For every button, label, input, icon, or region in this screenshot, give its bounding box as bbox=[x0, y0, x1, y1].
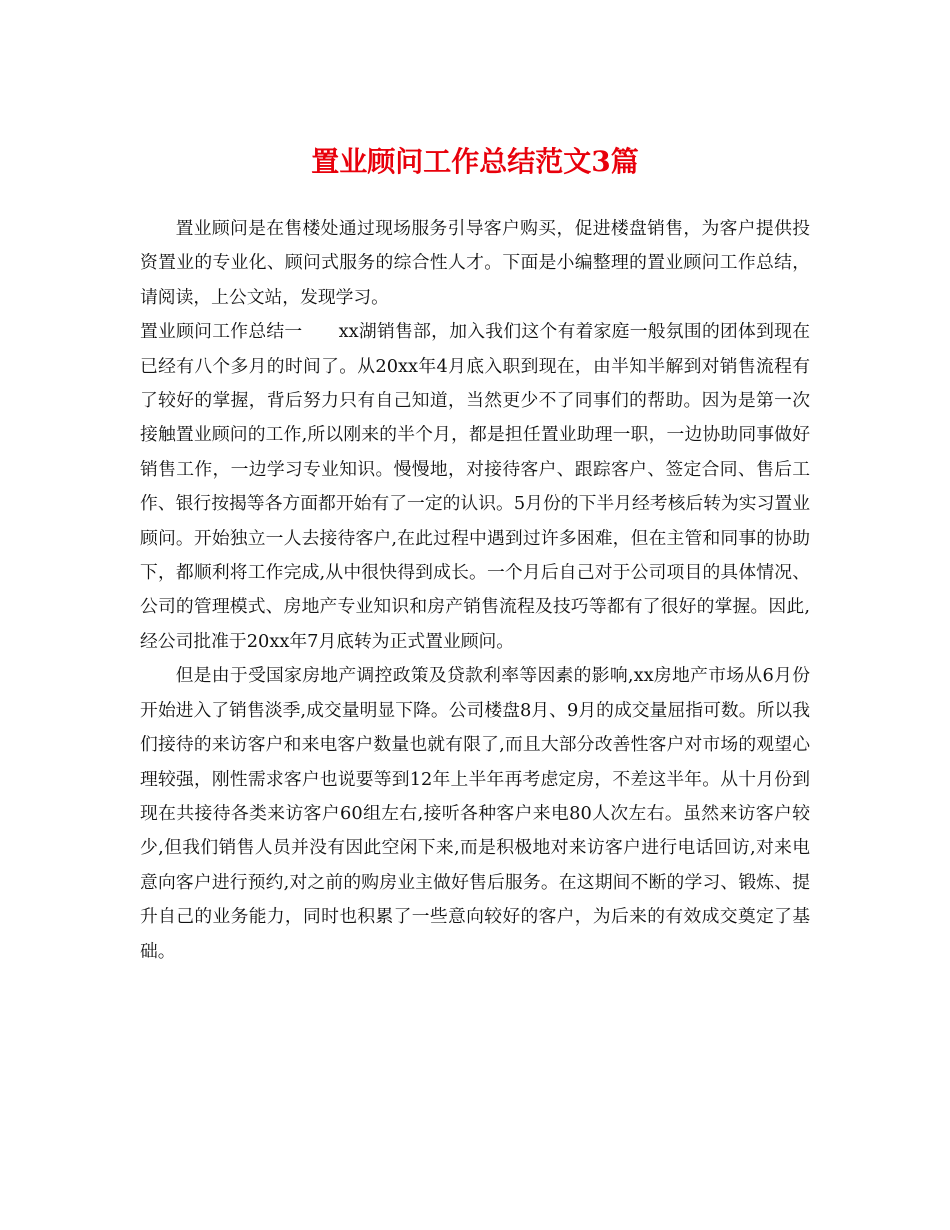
intro-paragraph: 置业顾问是在售楼处通过现场服务引导客户购买，促进楼盘销售，为客户提供投资置业的专业化、顾问式服务的综合性人才。下面是小编整理的置业顾问工作总结，请阅读，上公文站，发现学习。 bbox=[140, 218, 810, 308]
document-body bbox=[140, 212, 810, 969]
document-title: 置业顾问工作总结范文3篇 bbox=[311, 145, 639, 178]
market-paragraph: 但是由于受国家房地产调控政策及贷款利率等因素的影响,xx房地产市场从6月份开始进入了销售淡季,成交量明显下降。公司楼盘8月、9月的成交量屈指可数。所以我们接待的来访客户和来电客户数量也就有限了,而且大部分改善性客户对市场的观望心理较强，刚性需求客户也说要等到12年上半年再考虑定房，不差这半年。从十月份到现在共接待各类来访客户60组左右,接听各种客户来电80人次左右。虽然来访客户较少,但我们销售人员并没有因此空闲下来,而是积极地对来访客户进行电话回访,对来电意向客户进行预约,对之前的购房业主做好售后服务。在这期间不断的学习、锻炼、提升自己的业务能力，同时也积累了一些意向较好的客户，为后来的有效成交奠定了基础。 bbox=[140, 665, 810, 962]
summary-one-paragraph: 置业顾问工作总结一 xx湖销售部，加入我们这个有着家庭一般氛围的团体到现在已经有八个多月的时间了。从20xx年4月底入职到现在，由半知半解到对销售流程有了较好的掌握，背后努力只有自己知道，当然更少不了同事们的帮助。因为是第一次接触置业顾问的工作,所以刚来的半个月，都是担任置业助理一职，一边协助同事做好销售工作，一边学习专业知识。慢慢地，对接待客户、跟踪客户、签定合同、售后工作、银行按揭等各方面都开始有了一定的认识。5月份的下半月经考核后转为实习置业顾问。开始独立一人去接待客户,在此过程中遇到过许多困难，但在主管和同事的协助下，都顺利将工作完成,从中很快得到成长。一个月后自己对于公司项目的具体情况、公司的管理模式、房地产专业知识和房产销售流程及技巧等都有了很好的掌握。因此,经公司批准于20xx年7月底转为正式置业顾问。 bbox=[140, 321, 810, 652]
